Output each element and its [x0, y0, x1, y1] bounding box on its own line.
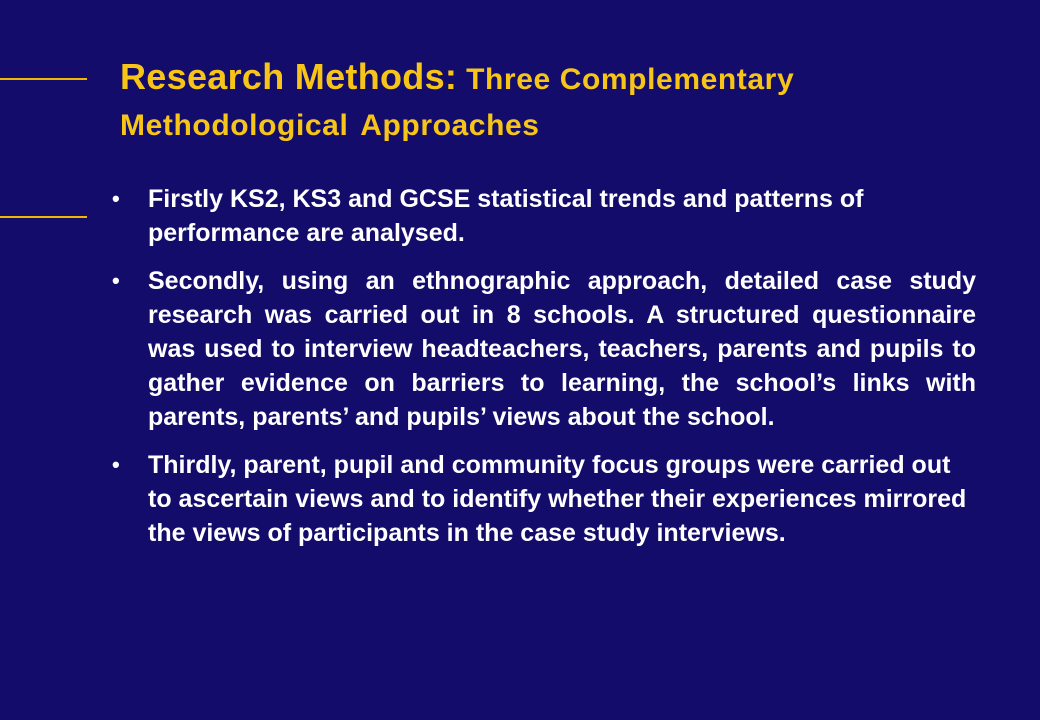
bullet-item-2	[112, 264, 976, 434]
decorative-rule-top	[0, 78, 87, 80]
bullet-text: Firstly KS2, KS3 and GCSE statistical trends and patterns of performance are analysed.	[148, 185, 864, 247]
slide-title-line2: Methodological Approaches	[120, 109, 540, 142]
bullet-text: Thirdly, parent, pupil and community focus groups were carried out to ascertain views and to identify whether their experiences mirrored the views of participants in the case study interviews.	[148, 451, 967, 547]
bullet-item-1	[112, 182, 976, 250]
bullet-list	[112, 182, 976, 550]
bullet-icon: •	[112, 186, 120, 211]
slide-title-main: Research Methods:	[120, 56, 458, 97]
bullet-item-3	[112, 448, 976, 550]
bullet-icon: •	[112, 268, 120, 293]
decorative-rule-bottom	[0, 216, 87, 218]
bullet-text: Secondly, using an ethnographic approach, detailed case study research was carried out in 8 schools. A structured questionnaire was used to interview headteachers, teachers, parents and pupils to gather evidence on barriers to learning, the school’s links with parents, parents’ and pupils’ views about the school.	[148, 267, 976, 431]
bullet-icon: •	[112, 452, 120, 477]
slide-title	[120, 54, 1000, 149]
slide-title-sub: Three Complementary	[466, 63, 795, 96]
